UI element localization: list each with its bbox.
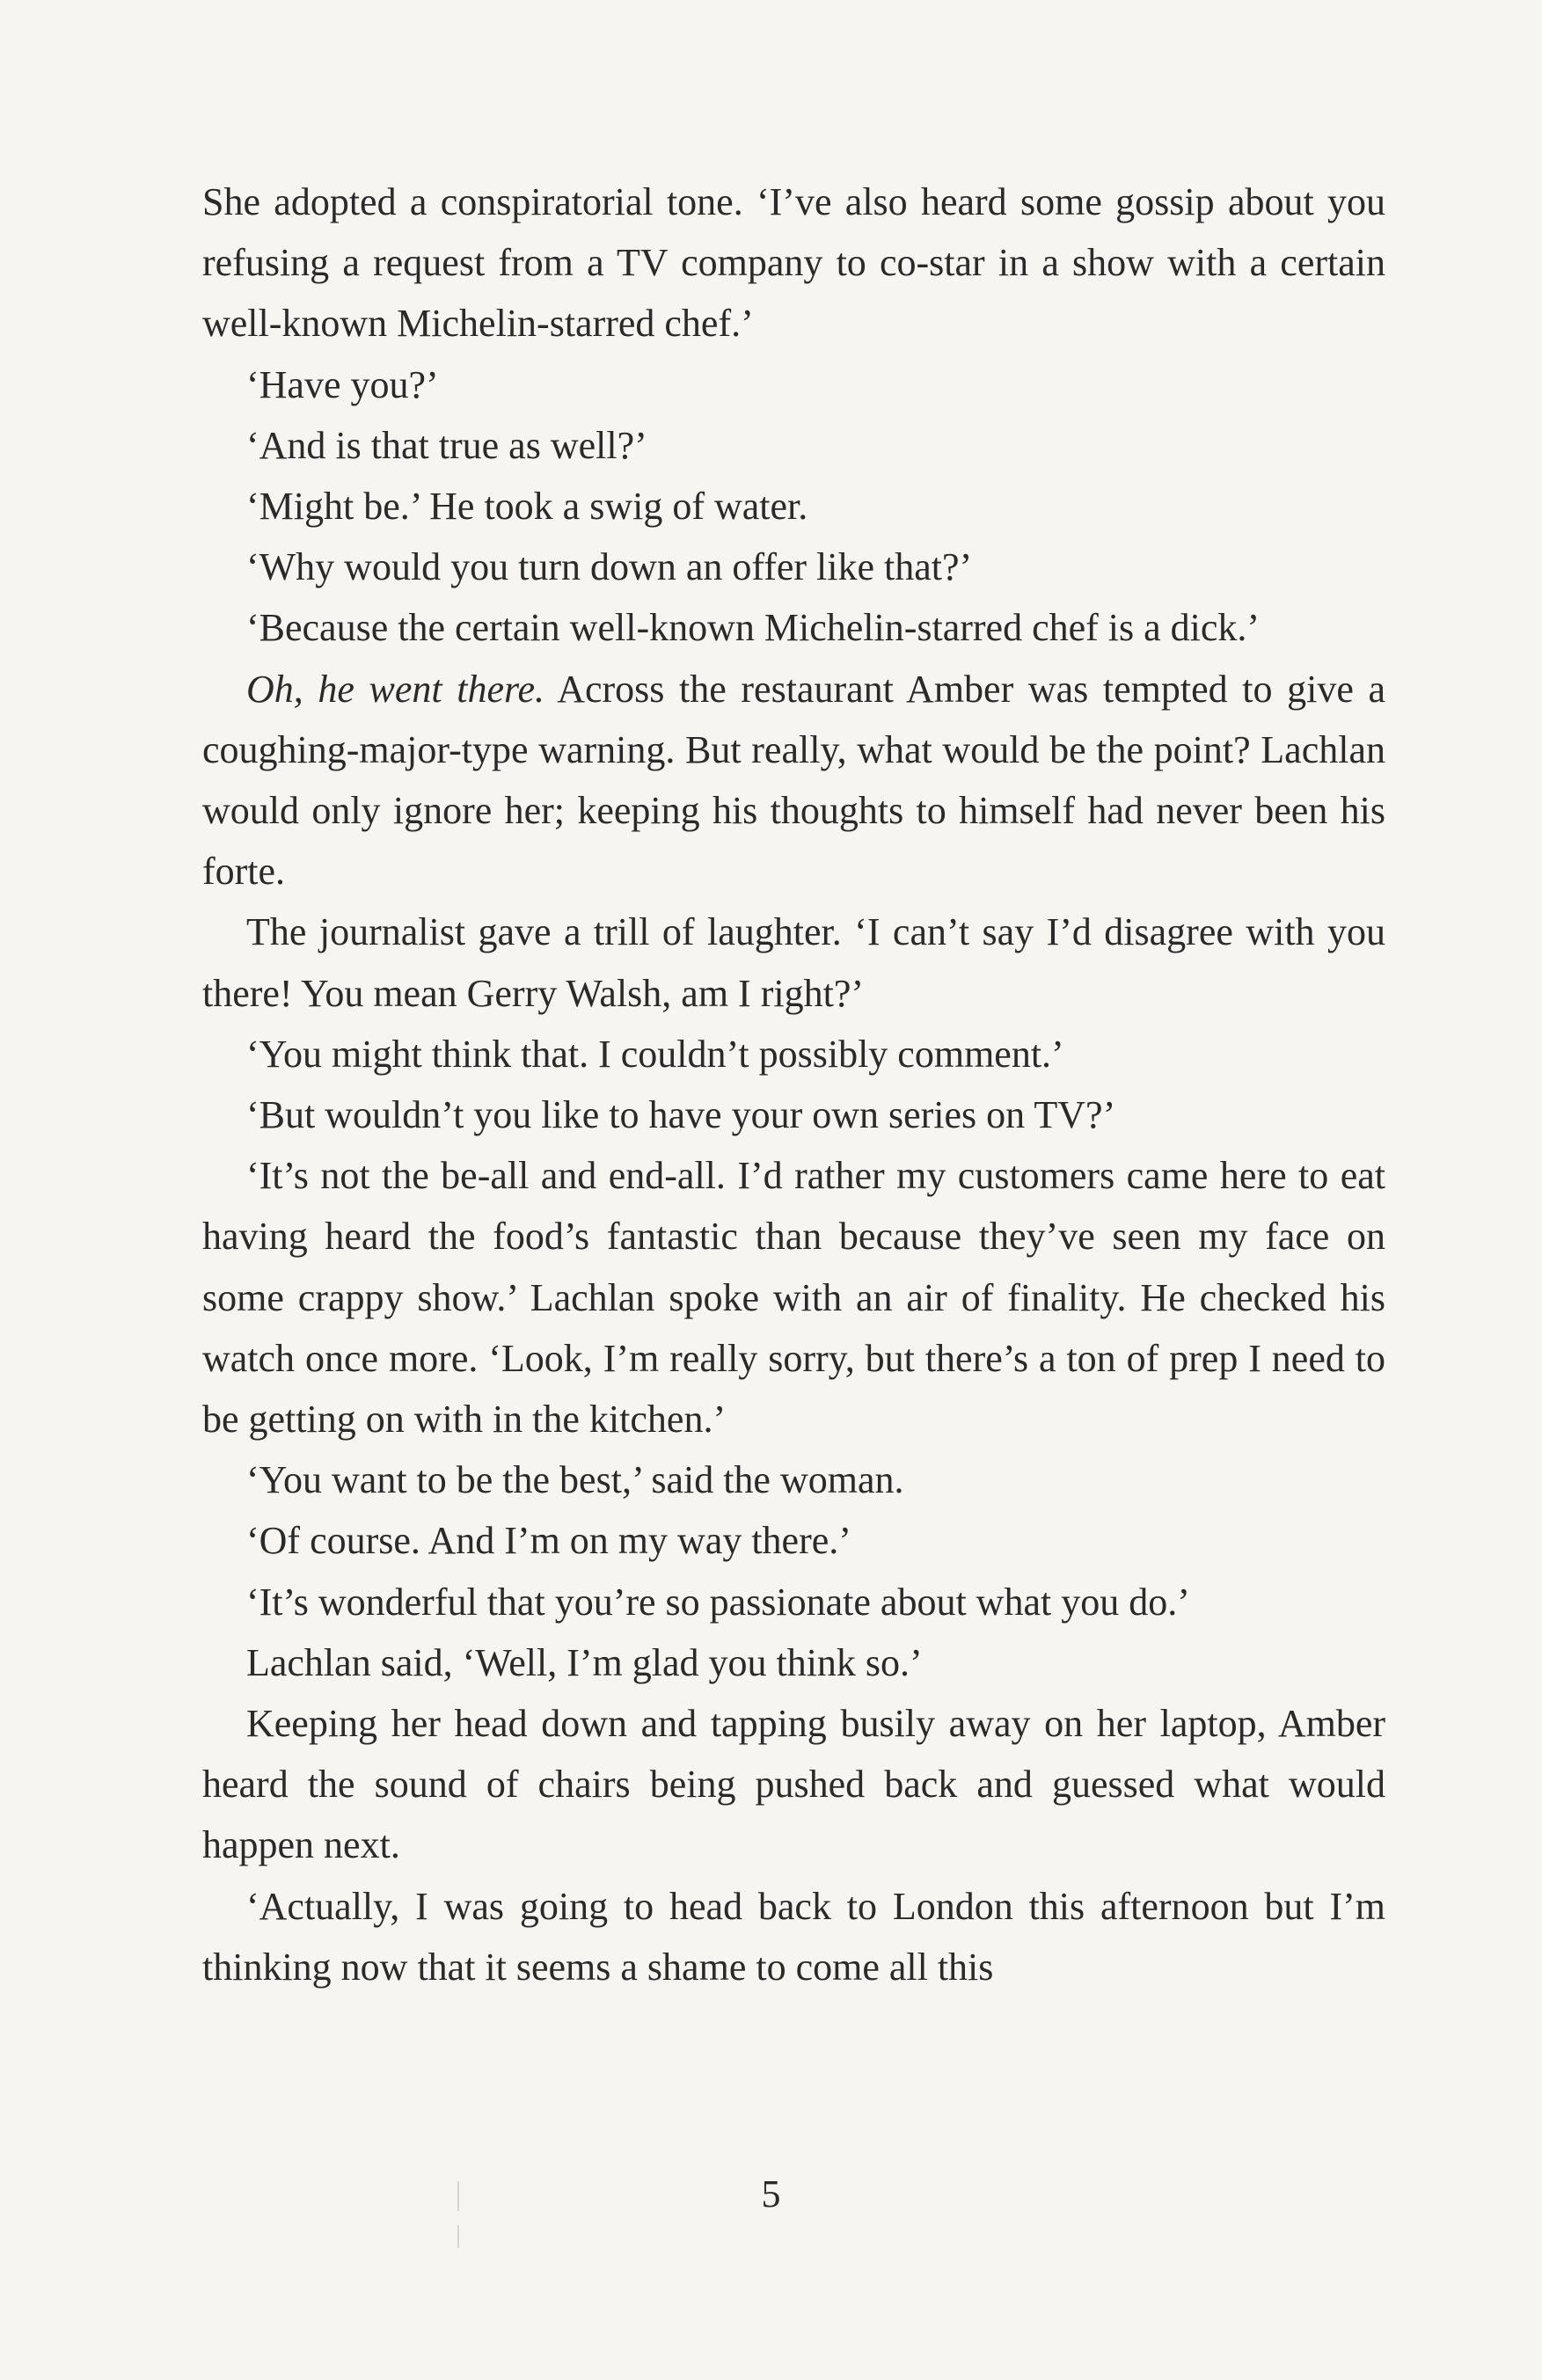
paragraph-2 [202,354,1385,415]
paragraph-17 [202,1876,1385,1997]
paragraph-1 [202,172,1385,354]
paragraph-text: ‘Of course. And I’m on my way there.’ [246,1519,851,1563]
paragraph-text: The journalist gave a trill of laughter. ‘I can’t say I’d disagree with you there! You mean Gerry Walsh, am I right?’ [202,910,1385,1015]
paragraph-text: ‘Might be.’ He took a swig of water. [246,485,808,529]
paragraph-text: ‘But wouldn’t you like to have your own series on TV?’ [246,1093,1116,1137]
paragraph-text: ‘Actually, I was going to head back to London this afternoon but I’m thinking now that it seems a shame to come all this [202,1884,1385,1989]
paragraph-6 [202,597,1385,658]
paragraph-4 [202,476,1385,537]
paragraph-text: ‘You want to be the best,’ said the woman. [246,1458,904,1502]
paragraph-16 [202,1693,1385,1876]
paragraph-text: Keeping her head down and tapping busily away on her laptop, Amber heard the sound of chairs being pushed back and guessed what would happen next. [202,1702,1385,1867]
paragraph-8 [202,902,1385,1023]
italic-lead: Oh, he went there. [246,667,545,711]
paragraph-text: ‘And is that true as well?’ [246,423,647,467]
paragraph-text: ‘Why would you turn down an offer like that?’ [246,545,973,589]
body-text [202,172,1385,1997]
paragraph-12 [202,1449,1385,1510]
paragraph-text: Across the restaurant Amber was tempted to give a coughing-major-type warning. But really, what would be the point? Lachlan would only ignore her; keeping his thoughts to himself had never been his forte. [202,667,1385,894]
paragraph-text: ‘Have you?’ [246,362,439,406]
paragraph-5 [202,537,1385,597]
scan-artifact-line [457,2225,459,2248]
paragraph-text: ‘It’s wonderful that you’re so passionate about what you do.’ [246,1580,1190,1624]
paragraph-3 [202,415,1385,476]
paragraph-11 [202,1145,1385,1449]
paragraph-text: She adopted a conspiratorial tone. ‘I’ve also heard some gossip about you refusing a request from a TV company to co-star in a show with a certain well-known Michelin-starred chef.’ [202,180,1385,346]
paragraph-14 [202,1572,1385,1632]
paragraph-13 [202,1510,1385,1571]
scan-artifact-line [457,2181,459,2211]
paragraph-text: ‘It’s not the be-all and end-all. I’d rather my customers came here to eat having heard the food’s fantastic than because they’ve seen my face on some crappy show.’ Lachlan spoke with an air of finality. He checked his watch once more. ‘Look, I’m really sorry, but there’s a ton of prep I need to be getting on with in the kitchen.’ [202,1154,1385,1442]
paragraph-text: ‘Because the certain well-known Michelin-starred chef is a dick.’ [246,606,1261,650]
paragraph-9 [202,1024,1385,1084]
paragraph-10 [202,1084,1385,1145]
paragraph-15 [202,1632,1385,1693]
paragraph-text: ‘You might think that. I couldn’t possibly comment.’ [246,1032,1064,1076]
paragraph-text: Lachlan said, ‘Well, I’m glad you think so.’ [246,1640,923,1684]
paragraph-7 [202,659,1385,902]
page-number: 5 [761,2172,781,2216]
